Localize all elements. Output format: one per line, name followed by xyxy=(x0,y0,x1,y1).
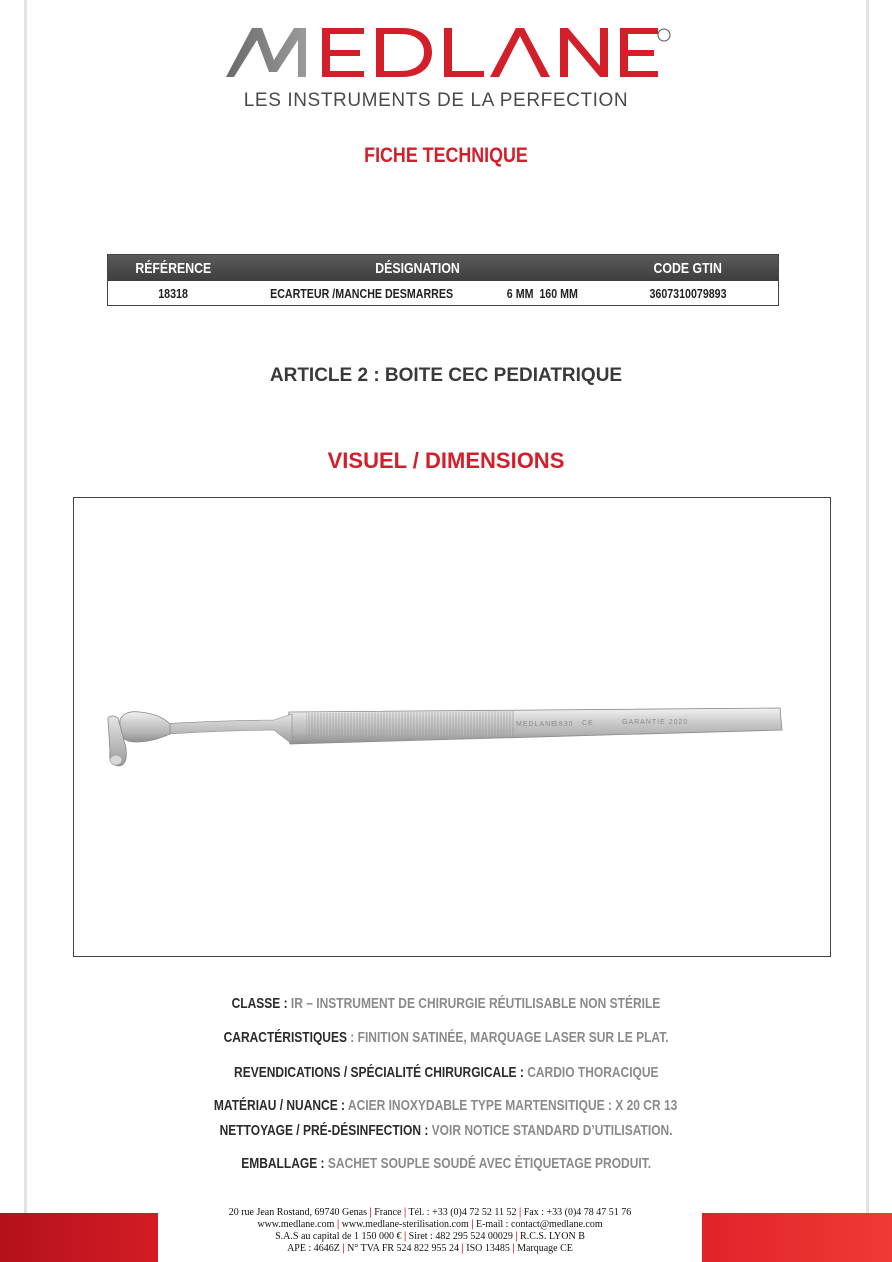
engraving-warranty: GARANTIE 2020 xyxy=(622,719,689,726)
engraving-ce: CE xyxy=(582,720,594,727)
property-classe: CLASSE : IR – INSTRUMENT DE CHIRURGIE RÉUTILISABLE NON STÉRILE xyxy=(231,995,661,1012)
footer-link-website[interactable]: www.medlane.com xyxy=(257,1219,335,1230)
footer-line-web: www.medlane.com | www.medlane-sterilisation.com | E-mail : contact@medlane.com xyxy=(257,1219,603,1230)
brand-tagline: LES INSTRUMENTS DE LA PERFECTION xyxy=(243,90,629,111)
property-nettoyage: NETTOYAGE / PRÉ-DÉSINFECTION : VOIR NOTICE STANDARD D’UTILISATION. xyxy=(219,1122,673,1139)
table-row xyxy=(108,281,778,305)
product-image-frame xyxy=(73,497,831,957)
designation-text: ECARTEUR /MANCHE DESMARRES xyxy=(270,285,454,301)
cell-reference: 18318 xyxy=(158,285,188,301)
engraving-number: 1830 xyxy=(554,721,574,728)
footer-company-info xyxy=(160,1207,700,1255)
footer-red-bar-right xyxy=(702,1213,892,1262)
header-designation: DÉSIGNATION xyxy=(375,259,461,277)
property-revendications: REVENDICATIONS / SPÉCIALITÉ CHIRURGICALE : CARDIO THORACIQUE xyxy=(233,1064,659,1081)
footer-line-legal: S.A.S au capital de 1 150 000 € | Siret : 482 295 524 00029 | R.C.S. LYON B xyxy=(275,1231,585,1242)
property-emballage: EMBALLAGE : SACHET SOUPLE SOUDÉ AVEC ÉTIQUETAGE PRODUIT. xyxy=(241,1155,651,1172)
cell-gtin: 3607310079893 xyxy=(649,285,727,301)
property-caracteristiques: CARACTÉRISTIQUES : FINITION SATINÉE, MARQUAGE LASER SUR LE PLAT. xyxy=(223,1029,669,1046)
engraving-brand: MEDLANE xyxy=(516,721,557,728)
footer-link-sterilisation[interactable]: www.medlane-sterilisation.com xyxy=(341,1219,469,1230)
retractor-illustration xyxy=(74,498,832,958)
footer-line-registration: APE : 4646Z | N° TVA FR 524 822 955 24 | ISO 13485 | Marquage CE xyxy=(287,1243,573,1254)
table-header-row xyxy=(108,255,778,281)
cell-designation xyxy=(238,286,598,301)
footer-red-bar-left xyxy=(0,1213,158,1262)
document-title: FICHE TECHNIQUE xyxy=(364,144,528,167)
footer-line-address: 20 rue Jean Rostand, 69740 Genas | France | Tél. : +33 (0)4 72 52 11 52 | Fax : +33 (0)4 78 47 51 76 xyxy=(228,1207,632,1218)
header-reference: RÉFÉRENCE xyxy=(135,259,211,277)
visuel-title: VISUEL / DIMENSIONS xyxy=(327,448,565,473)
article-heading: ARTICLE 2 : BOITE CEC PEDIATRIQUE xyxy=(269,365,623,386)
header-gtin: CODE GTIN xyxy=(653,259,723,277)
spec-table xyxy=(107,254,779,306)
property-materiau: MATÉRIAU / NUANCE : ACIER INOXYDABLE TYPE MARTENSITIQUE : X 20 CR 13 xyxy=(214,1097,678,1114)
dimensions-text: 6 MM 160 MM xyxy=(507,285,579,301)
footer-email[interactable]: E-mail : contact@medlane.com xyxy=(475,1219,603,1230)
